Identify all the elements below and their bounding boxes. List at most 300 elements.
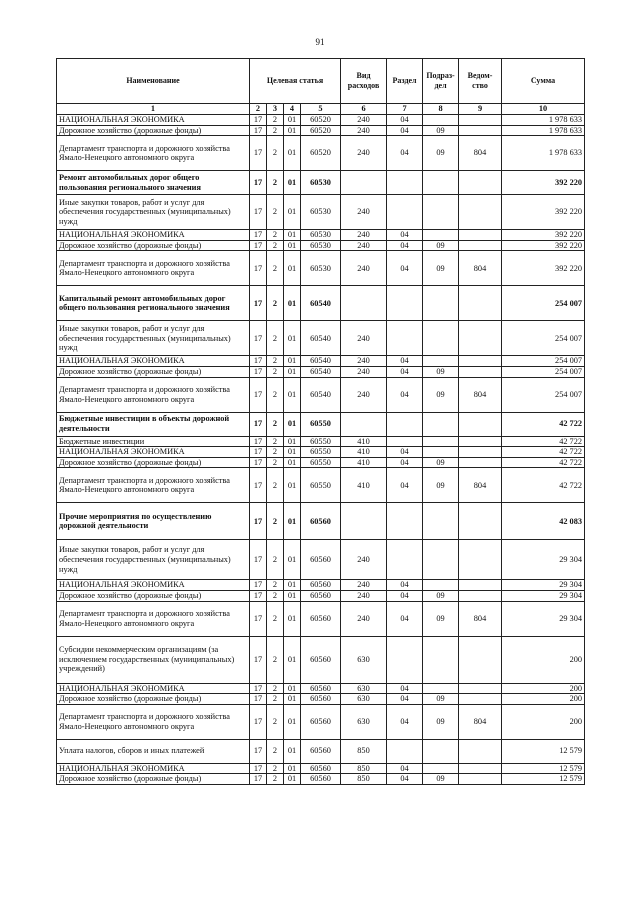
cell-target-4: 60560 — [301, 774, 341, 785]
cell-razdel: 04 — [387, 115, 423, 126]
cell-target-3: 01 — [284, 115, 301, 126]
cell-target-3: 01 — [284, 171, 301, 195]
cell-target-3: 01 — [284, 195, 301, 230]
cell-name: Иные закупки товаров, работ и услуг для обеспечения государственных (муниципальных) нужд — [57, 540, 250, 580]
cell-target-4: 60520 — [301, 115, 341, 126]
cell-vedomstvo — [459, 683, 502, 694]
table-row — [57, 240, 585, 251]
cell-vid: 850 — [341, 763, 387, 774]
cell-razdel: 04 — [387, 774, 423, 785]
table-row — [57, 601, 585, 636]
column-number: 2 — [250, 104, 267, 115]
cell-target-1: 17 — [250, 683, 267, 694]
table-row — [57, 694, 585, 705]
cell-podrazdel: 09 — [423, 774, 459, 785]
cell-vid: 240 — [341, 115, 387, 126]
cell-razdel: 04 — [387, 125, 423, 136]
cell-target-1: 17 — [250, 468, 267, 503]
cell-sum: 254 007 — [502, 356, 585, 367]
cell-podrazdel — [423, 540, 459, 580]
cell-target-1: 17 — [250, 171, 267, 195]
page-number: 91 — [315, 37, 325, 47]
cell-target-2: 2 — [267, 694, 284, 705]
cell-name: Бюджетные инвестиции — [57, 436, 250, 447]
cell-vid: 240 — [341, 136, 387, 171]
cell-sum: 29 304 — [502, 540, 585, 580]
table-row — [57, 636, 585, 683]
cell-razdel — [387, 636, 423, 683]
cell-podrazdel — [423, 356, 459, 367]
cell-sum: 254 007 — [502, 366, 585, 377]
cell-podrazdel: 09 — [423, 251, 459, 286]
cell-target-2: 2 — [267, 763, 284, 774]
cell-vid: 240 — [341, 377, 387, 412]
cell-podrazdel — [423, 412, 459, 436]
cell-sum: 392 220 — [502, 251, 585, 286]
cell-sum: 12 579 — [502, 739, 585, 763]
table-row — [57, 774, 585, 785]
column-number: 10 — [502, 104, 585, 115]
cell-sum: 42 722 — [502, 436, 585, 447]
cell-vid: 240 — [341, 240, 387, 251]
cell-vedomstvo: 804 — [459, 377, 502, 412]
cell-target-1: 17 — [250, 601, 267, 636]
cell-vid: 240 — [341, 251, 387, 286]
cell-target-3: 01 — [284, 240, 301, 251]
cell-podrazdel — [423, 171, 459, 195]
header-podrazdel: Подраз-дел — [423, 59, 459, 104]
cell-razdel: 04 — [387, 590, 423, 601]
cell-target-1: 17 — [250, 136, 267, 171]
cell-target-2: 2 — [267, 601, 284, 636]
cell-podrazdel: 09 — [423, 468, 459, 503]
table-row — [57, 590, 585, 601]
cell-name: НАЦИОНАЛЬНАЯ ЭКОНОМИКА — [57, 356, 250, 367]
cell-name: Департамент транспорта и дорожного хозяйства Ямало-Ненецкого автономного округа — [57, 377, 250, 412]
cell-vid — [341, 503, 387, 540]
table-row — [57, 457, 585, 468]
cell-vedomstvo — [459, 447, 502, 458]
table-row — [57, 125, 585, 136]
table-row — [57, 321, 585, 356]
cell-name: Дорожное хозяйство (дорожные фонды) — [57, 366, 250, 377]
cell-podrazdel — [423, 286, 459, 321]
cell-podrazdel — [423, 683, 459, 694]
cell-sum: 200 — [502, 694, 585, 705]
cell-target-3: 01 — [284, 321, 301, 356]
table-row — [57, 447, 585, 458]
cell-vedomstvo: 804 — [459, 704, 502, 739]
cell-name: Дорожное хозяйство (дорожные фонды) — [57, 240, 250, 251]
table-row — [57, 356, 585, 367]
cell-razdel — [387, 436, 423, 447]
cell-sum: 392 220 — [502, 171, 585, 195]
cell-target-4: 60560 — [301, 540, 341, 580]
cell-vid: 240 — [341, 125, 387, 136]
cell-name: Бюджетные инвестиции в объекты дорожной деятельности — [57, 412, 250, 436]
cell-razdel: 04 — [387, 704, 423, 739]
cell-target-1: 17 — [250, 503, 267, 540]
cell-razdel — [387, 540, 423, 580]
cell-vedomstvo — [459, 286, 502, 321]
cell-sum: 29 304 — [502, 601, 585, 636]
column-number: 5 — [301, 104, 341, 115]
cell-target-2: 2 — [267, 366, 284, 377]
cell-vedomstvo — [459, 774, 502, 785]
cell-razdel: 04 — [387, 366, 423, 377]
cell-razdel: 04 — [387, 457, 423, 468]
cell-razdel — [387, 412, 423, 436]
cell-target-2: 2 — [267, 321, 284, 356]
cell-target-3: 01 — [284, 739, 301, 763]
cell-vedomstvo — [459, 115, 502, 126]
cell-target-2: 2 — [267, 286, 284, 321]
cell-target-4: 60560 — [301, 590, 341, 601]
cell-podrazdel: 09 — [423, 601, 459, 636]
cell-vid: 630 — [341, 636, 387, 683]
cell-target-4: 60560 — [301, 739, 341, 763]
cell-razdel — [387, 503, 423, 540]
cell-name: Субсидии некоммерческим организациям (за исключением государственных (муниципальных) учреждений) — [57, 636, 250, 683]
cell-podrazdel — [423, 195, 459, 230]
cell-vedomstvo — [459, 694, 502, 705]
cell-razdel — [387, 739, 423, 763]
cell-vedomstvo — [459, 636, 502, 683]
cell-sum: 29 304 — [502, 590, 585, 601]
cell-target-3: 01 — [284, 251, 301, 286]
cell-target-1: 17 — [250, 580, 267, 591]
cell-razdel: 04 — [387, 468, 423, 503]
cell-vedomstvo — [459, 321, 502, 356]
table-row — [57, 171, 585, 195]
cell-target-3: 01 — [284, 457, 301, 468]
cell-razdel: 04 — [387, 356, 423, 367]
cell-target-1: 17 — [250, 694, 267, 705]
cell-target-2: 2 — [267, 739, 284, 763]
cell-podrazdel — [423, 230, 459, 241]
cell-target-3: 01 — [284, 356, 301, 367]
cell-sum: 200 — [502, 704, 585, 739]
cell-target-4: 60540 — [301, 321, 341, 356]
header-razdel: Раздел — [387, 59, 423, 104]
cell-vid: 630 — [341, 694, 387, 705]
cell-name: Департамент транспорта и дорожного хозяйства Ямало-Ненецкого автономного округа — [57, 251, 250, 286]
table-row — [57, 704, 585, 739]
cell-podrazdel — [423, 321, 459, 356]
table-row — [57, 503, 585, 540]
cell-target-1: 17 — [250, 412, 267, 436]
cell-target-2: 2 — [267, 436, 284, 447]
table-row — [57, 412, 585, 436]
cell-target-4: 60540 — [301, 356, 341, 367]
cell-name: Департамент транспорта и дорожного хозяйства Ямало-Ненецкого автономного округа — [57, 601, 250, 636]
cell-target-2: 2 — [267, 412, 284, 436]
table-row — [57, 286, 585, 321]
cell-target-3: 01 — [284, 580, 301, 591]
cell-target-1: 17 — [250, 447, 267, 458]
cell-name: Департамент транспорта и дорожного хозяйства Ямало-Ненецкого автономного округа — [57, 468, 250, 503]
cell-razdel: 04 — [387, 240, 423, 251]
cell-razdel: 04 — [387, 377, 423, 412]
cell-target-4: 60550 — [301, 457, 341, 468]
cell-target-1: 17 — [250, 590, 267, 601]
cell-sum: 200 — [502, 683, 585, 694]
cell-target-3: 01 — [284, 503, 301, 540]
table-row — [57, 366, 585, 377]
cell-target-3: 01 — [284, 774, 301, 785]
cell-target-4: 60540 — [301, 286, 341, 321]
header-vid: Вид расходов — [341, 59, 387, 104]
cell-podrazdel — [423, 115, 459, 126]
column-number: 3 — [267, 104, 284, 115]
column-number: 8 — [423, 104, 459, 115]
cell-vid: 410 — [341, 468, 387, 503]
cell-target-4: 60550 — [301, 447, 341, 458]
cell-sum: 254 007 — [502, 321, 585, 356]
cell-sum: 392 220 — [502, 230, 585, 241]
table-row — [57, 468, 585, 503]
cell-razdel: 04 — [387, 447, 423, 458]
cell-vedomstvo: 804 — [459, 251, 502, 286]
cell-target-2: 2 — [267, 540, 284, 580]
cell-target-4: 60560 — [301, 694, 341, 705]
cell-razdel: 04 — [387, 230, 423, 241]
cell-sum: 42 722 — [502, 447, 585, 458]
column-number: 4 — [284, 104, 301, 115]
cell-podrazdel: 09 — [423, 704, 459, 739]
cell-target-1: 17 — [250, 636, 267, 683]
cell-sum: 392 220 — [502, 240, 585, 251]
cell-vedomstvo — [459, 503, 502, 540]
cell-target-3: 01 — [284, 125, 301, 136]
table-row — [57, 436, 585, 447]
header-name: Наименование — [57, 59, 250, 104]
cell-name: НАЦИОНАЛЬНАЯ ЭКОНОМИКА — [57, 230, 250, 241]
cell-name: Дорожное хозяйство (дорожные фонды) — [57, 457, 250, 468]
cell-vid: 240 — [341, 580, 387, 591]
cell-vedomstvo — [459, 412, 502, 436]
column-number: 6 — [341, 104, 387, 115]
cell-target-4: 60560 — [301, 763, 341, 774]
cell-name: Уплата налогов, сборов и иных платежей — [57, 739, 250, 763]
cell-target-2: 2 — [267, 356, 284, 367]
cell-vid — [341, 286, 387, 321]
cell-target-3: 01 — [284, 377, 301, 412]
cell-target-1: 17 — [250, 286, 267, 321]
cell-target-2: 2 — [267, 774, 284, 785]
cell-vid: 240 — [341, 356, 387, 367]
cell-target-4: 60560 — [301, 601, 341, 636]
cell-target-3: 01 — [284, 366, 301, 377]
cell-razdel — [387, 171, 423, 195]
cell-target-4: 60530 — [301, 240, 341, 251]
cell-razdel: 04 — [387, 601, 423, 636]
cell-podrazdel: 09 — [423, 457, 459, 468]
cell-vid: 410 — [341, 447, 387, 458]
cell-target-1: 17 — [250, 704, 267, 739]
cell-target-1: 17 — [250, 739, 267, 763]
cell-vid: 240 — [341, 195, 387, 230]
cell-vedomstvo: 804 — [459, 136, 502, 171]
cell-target-3: 01 — [284, 286, 301, 321]
cell-target-4: 60550 — [301, 412, 341, 436]
table-row — [57, 195, 585, 230]
cell-vid: 410 — [341, 457, 387, 468]
cell-sum: 42 722 — [502, 468, 585, 503]
column-number: 1 — [57, 104, 250, 115]
cell-target-2: 2 — [267, 468, 284, 503]
cell-target-1: 17 — [250, 251, 267, 286]
budget-table — [56, 58, 585, 785]
cell-razdel — [387, 321, 423, 356]
cell-target-2: 2 — [267, 580, 284, 591]
cell-name: Иные закупки товаров, работ и услуг для обеспечения государственных (муниципальных) нужд — [57, 195, 250, 230]
cell-vedomstvo — [459, 540, 502, 580]
cell-name: НАЦИОНАЛЬНАЯ ЭКОНОМИКА — [57, 580, 250, 591]
table-row — [57, 136, 585, 171]
table-row — [57, 739, 585, 763]
cell-target-1: 17 — [250, 540, 267, 580]
cell-vid: 240 — [341, 540, 387, 580]
cell-name: Дорожное хозяйство (дорожные фонды) — [57, 125, 250, 136]
cell-name: Ремонт автомобильных дорог общего пользования регионального значения — [57, 171, 250, 195]
cell-vedomstvo — [459, 366, 502, 377]
table-row — [57, 115, 585, 126]
cell-vedomstvo — [459, 739, 502, 763]
cell-target-4: 60520 — [301, 136, 341, 171]
table-row — [57, 251, 585, 286]
cell-target-3: 01 — [284, 540, 301, 580]
cell-vedomstvo — [459, 171, 502, 195]
cell-razdel — [387, 286, 423, 321]
cell-name: Иные закупки товаров, работ и услуг для обеспечения государственных (муниципальных) нужд — [57, 321, 250, 356]
cell-target-2: 2 — [267, 590, 284, 601]
cell-vid: 240 — [341, 321, 387, 356]
cell-vedomstvo: 804 — [459, 601, 502, 636]
cell-target-4: 60560 — [301, 636, 341, 683]
cell-target-2: 2 — [267, 457, 284, 468]
cell-vid — [341, 171, 387, 195]
cell-target-4: 60560 — [301, 580, 341, 591]
cell-target-1: 17 — [250, 356, 267, 367]
cell-target-4: 60520 — [301, 125, 341, 136]
cell-target-2: 2 — [267, 171, 284, 195]
cell-vid: 410 — [341, 436, 387, 447]
cell-podrazdel: 09 — [423, 240, 459, 251]
cell-vedomstvo — [459, 356, 502, 367]
cell-podrazdel — [423, 763, 459, 774]
cell-razdel — [387, 195, 423, 230]
cell-vid — [341, 412, 387, 436]
cell-target-2: 2 — [267, 447, 284, 458]
cell-vid: 240 — [341, 366, 387, 377]
cell-target-4: 60560 — [301, 683, 341, 694]
cell-podrazdel: 09 — [423, 590, 459, 601]
cell-target-1: 17 — [250, 195, 267, 230]
cell-name: Прочие мероприятия по осуществлению дорожной деятельности — [57, 503, 250, 540]
column-number-row — [57, 104, 585, 115]
cell-target-2: 2 — [267, 704, 284, 739]
cell-name: НАЦИОНАЛЬНАЯ ЭКОНОМИКА — [57, 763, 250, 774]
cell-podrazdel — [423, 503, 459, 540]
table-row — [57, 763, 585, 774]
cell-name: Дорожное хозяйство (дорожные фонды) — [57, 590, 250, 601]
cell-target-3: 01 — [284, 763, 301, 774]
cell-target-4: 60540 — [301, 366, 341, 377]
cell-vid: 630 — [341, 683, 387, 694]
cell-target-1: 17 — [250, 366, 267, 377]
cell-target-1: 17 — [250, 774, 267, 785]
table-row — [57, 580, 585, 591]
cell-target-1: 17 — [250, 377, 267, 412]
table-row — [57, 683, 585, 694]
cell-sum: 29 304 — [502, 580, 585, 591]
cell-vid: 240 — [341, 590, 387, 601]
cell-target-2: 2 — [267, 195, 284, 230]
cell-razdel: 04 — [387, 763, 423, 774]
cell-target-4: 60540 — [301, 377, 341, 412]
cell-sum: 42 083 — [502, 503, 585, 540]
cell-name: НАЦИОНАЛЬНАЯ ЭКОНОМИКА — [57, 447, 250, 458]
cell-sum: 1 978 633 — [502, 136, 585, 171]
cell-target-3: 01 — [284, 694, 301, 705]
cell-podrazdel: 09 — [423, 125, 459, 136]
cell-target-2: 2 — [267, 136, 284, 171]
cell-sum: 200 — [502, 636, 585, 683]
cell-target-3: 01 — [284, 230, 301, 241]
cell-target-3: 01 — [284, 136, 301, 171]
cell-podrazdel — [423, 436, 459, 447]
cell-target-3: 01 — [284, 412, 301, 436]
cell-target-3: 01 — [284, 704, 301, 739]
cell-razdel: 04 — [387, 683, 423, 694]
cell-target-2: 2 — [267, 125, 284, 136]
cell-target-3: 01 — [284, 436, 301, 447]
cell-target-3: 01 — [284, 601, 301, 636]
cell-sum: 254 007 — [502, 377, 585, 412]
cell-target-2: 2 — [267, 251, 284, 286]
cell-razdel: 04 — [387, 694, 423, 705]
cell-name: Капитальный ремонт автомобильных дорог общего пользования регионального значения — [57, 286, 250, 321]
table-row — [57, 230, 585, 241]
cell-razdel: 04 — [387, 251, 423, 286]
cell-vid: 240 — [341, 230, 387, 241]
cell-sum: 42 722 — [502, 457, 585, 468]
cell-sum: 392 220 — [502, 195, 585, 230]
cell-target-1: 17 — [250, 457, 267, 468]
cell-target-2: 2 — [267, 636, 284, 683]
cell-target-4: 60550 — [301, 436, 341, 447]
cell-vedomstvo — [459, 125, 502, 136]
cell-name: НАЦИОНАЛЬНАЯ ЭКОНОМИКА — [57, 683, 250, 694]
cell-podrazdel — [423, 636, 459, 683]
cell-target-1: 17 — [250, 230, 267, 241]
cell-sum: 1 978 633 — [502, 115, 585, 126]
cell-vedomstvo — [459, 230, 502, 241]
cell-name: Дорожное хозяйство (дорожные фонды) — [57, 774, 250, 785]
cell-target-3: 01 — [284, 590, 301, 601]
cell-target-2: 2 — [267, 230, 284, 241]
cell-target-1: 17 — [250, 115, 267, 126]
column-number: 7 — [387, 104, 423, 115]
cell-target-4: 60550 — [301, 468, 341, 503]
table-row — [57, 377, 585, 412]
cell-podrazdel: 09 — [423, 136, 459, 171]
cell-target-4: 60530 — [301, 251, 341, 286]
cell-sum: 42 722 — [502, 412, 585, 436]
cell-podrazdel — [423, 580, 459, 591]
cell-podrazdel: 09 — [423, 377, 459, 412]
